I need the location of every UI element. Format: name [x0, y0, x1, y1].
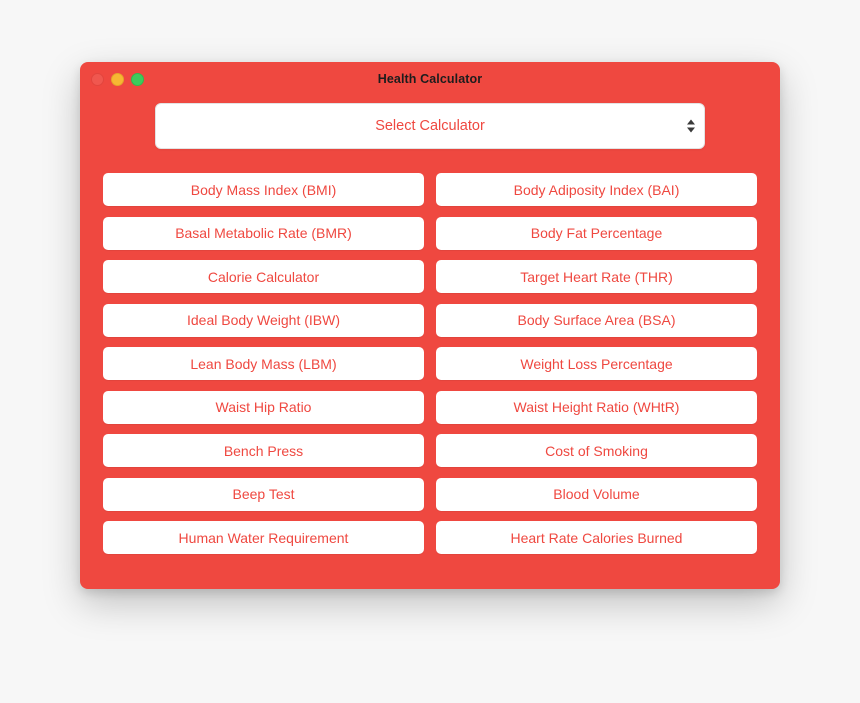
app-window	[80, 62, 780, 589]
calculator-select-label: Select Calculator	[375, 118, 485, 134]
calculator-button-cost-of-smoking[interactable]: Cost of Smoking	[436, 434, 757, 467]
maximize-button-icon[interactable]	[131, 73, 144, 86]
window-title: Health Calculator	[377, 71, 483, 86]
calculator-button-calorie[interactable]: Calorie Calculator	[103, 260, 424, 293]
calculator-button-beep-test[interactable]: Beep Test	[103, 478, 424, 511]
calculator-button-grid	[103, 173, 757, 554]
calculator-button-whtr[interactable]: Waist Height Ratio (WHtR)	[436, 391, 757, 424]
calculator-button-ibw[interactable]: Ideal Body Weight (IBW)	[103, 304, 424, 337]
calculator-button-bench-press[interactable]: Bench Press	[103, 434, 424, 467]
minimize-button-icon[interactable]	[111, 73, 124, 86]
calculator-button-weight-loss-percentage[interactable]: Weight Loss Percentage	[436, 347, 757, 380]
window-titlebar	[80, 62, 780, 95]
calculator-button-waist-hip-ratio[interactable]: Waist Hip Ratio	[103, 391, 424, 424]
calculator-button-bmr[interactable]: Basal Metabolic Rate (BMR)	[103, 217, 424, 250]
calculator-button-human-water-requirement[interactable]: Human Water Requirement	[103, 521, 424, 554]
calculator-button-thr[interactable]: Target Heart Rate (THR)	[436, 260, 757, 293]
calculator-button-heart-rate-calories-burned[interactable]: Heart Rate Calories Burned	[436, 521, 757, 554]
window-controls	[91, 73, 144, 86]
chevron-updown-icon	[687, 120, 695, 133]
window-content	[80, 103, 780, 554]
calculator-button-bai[interactable]: Body Adiposity Index (BAI)	[436, 173, 757, 206]
calculator-button-lbm[interactable]: Lean Body Mass (LBM)	[103, 347, 424, 380]
close-button-icon[interactable]	[91, 73, 104, 86]
calculator-button-blood-volume[interactable]: Blood Volume	[436, 478, 757, 511]
calculator-button-body-fat-percentage[interactable]: Body Fat Percentage	[436, 217, 757, 250]
calculator-button-bmi[interactable]: Body Mass Index (BMI)	[103, 173, 424, 206]
calculator-select[interactable]	[155, 103, 705, 149]
calculator-button-bsa[interactable]: Body Surface Area (BSA)	[436, 304, 757, 337]
